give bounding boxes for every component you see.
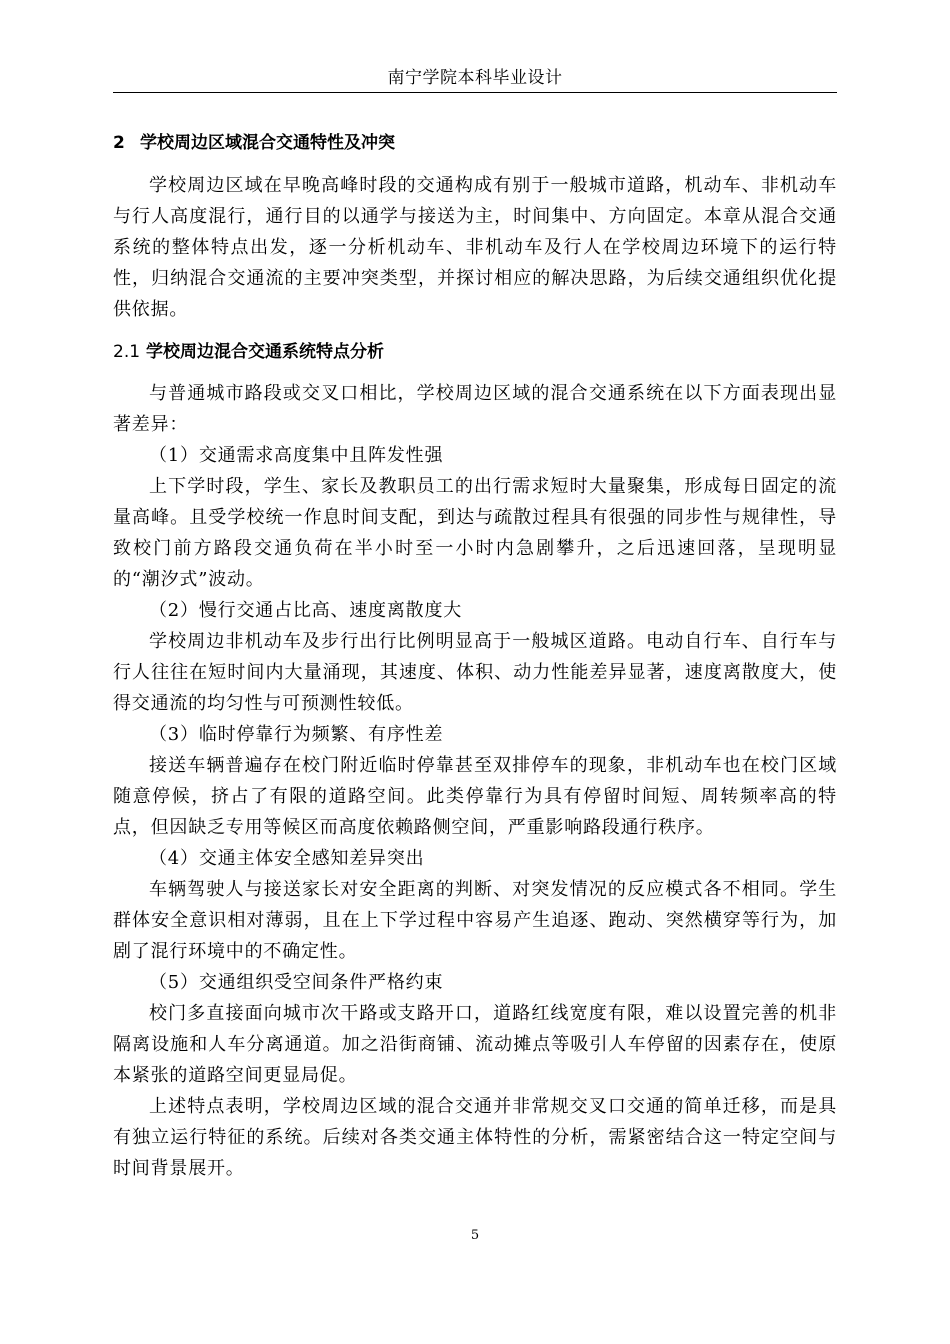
item-body: 学校周边非机动车及步行出行比例明显高于一般城区道路。电动自行车、自行车与行人往往在短时间内大量涌现，其速度、体积、动力性能差异显著，速度离散度大，使得交通流的均匀性与可预测性较低。 [113, 631, 837, 714]
header-rule [113, 92, 837, 93]
section-title: 学校周边混合交通系统特点分析 [146, 342, 385, 362]
item-heading: （3）临时停靠行为频繁、有序性差 [149, 724, 444, 745]
section-heading [113, 337, 837, 367]
item-body: 接送车辆普遍存在校门附近临时停靠甚至双排停车的现象，非机动车也在校门区域随意停候，挤占了有限的道路空间。此类停靠行为具有停留时间短、周转频率高的特点，但因缺乏专用等候区而高度依赖路侧空间，严重影响路段通行秩序。 [113, 755, 837, 838]
summary-paragraph: 上述特点表明，学校周边区域的混合交通并非常规交叉口交通的简单迁移，而是具有独立运行特征的系统。后续对各类交通主体特性的分析，需紧密结合这一特定空间与时间背景展开。 [113, 1096, 837, 1179]
section-number: 2.1 [113, 342, 141, 362]
chapter-heading [113, 128, 837, 158]
item-heading: （5）交通组织受空间条件严格约束 [149, 972, 444, 993]
item-heading: （2）慢行交通占比高、速度离散度大 [149, 600, 463, 621]
item-heading: （4）交通主体安全感知差异突出 [149, 848, 425, 869]
item-body: 上下学时段，学生、家长及教职员工的出行需求短时大量聚集，形成每日固定的流量高峰。且受学校统一作息时间支配，到达与疏散过程具有很强的同步性与规律性，导致校门前方路段交通负荷在半小时至一小时内急剧攀升，之后迅速回落，呈现明显的“潮汐式”波动。 [113, 476, 837, 590]
chapter-title: 学校周边区域混合交通特性及冲突 [140, 133, 395, 153]
page-body [113, 128, 837, 1184]
chapter-number: 2 [113, 133, 125, 153]
running-header: 南宁学院本科毕业设计 [387, 68, 563, 88]
item-heading: （1）交通需求高度集中且阵发性强 [149, 445, 444, 466]
chapter-intro-paragraph: 学校周边区域在早晚高峰时段的交通构成有别于一般城市道路，机动车、非机动车与行人高度混行，通行目的以通学与接送为主，时间集中、方向固定。本章从混合交通系统的整体特点出发，逐一分析机动车、非机动车及行人在学校周边环境下的运行特性，归纳混合交通流的主要冲突类型，并探讨相应的解决思路，为后续交通组织优化提供依据。 [113, 175, 837, 320]
item-body: 车辆驾驶人与接送家长对安全距离的判断、对突发情况的反应模式各不相同。学生群体安全意识相对薄弱，且在上下学过程中容易产生追逐、跑动、突然横穿等行为，加剧了混行环境中的不确定性。 [113, 879, 837, 962]
section-intro-paragraph: 与普通城市路段或交叉口相比，学校周边区域的混合交通系统在以下方面表现出显著差异： [113, 383, 837, 435]
item-body: 校门多直接面向城市次干路或支路开口，道路红线宽度有限，难以设置完善的机非隔离设施和人车分离通道。加之沿街商铺、流动摊点等吸引人车停留的因素存在，使原本紧张的道路空间更显局促。 [113, 1003, 837, 1086]
page-number: 5 [470, 1228, 480, 1243]
